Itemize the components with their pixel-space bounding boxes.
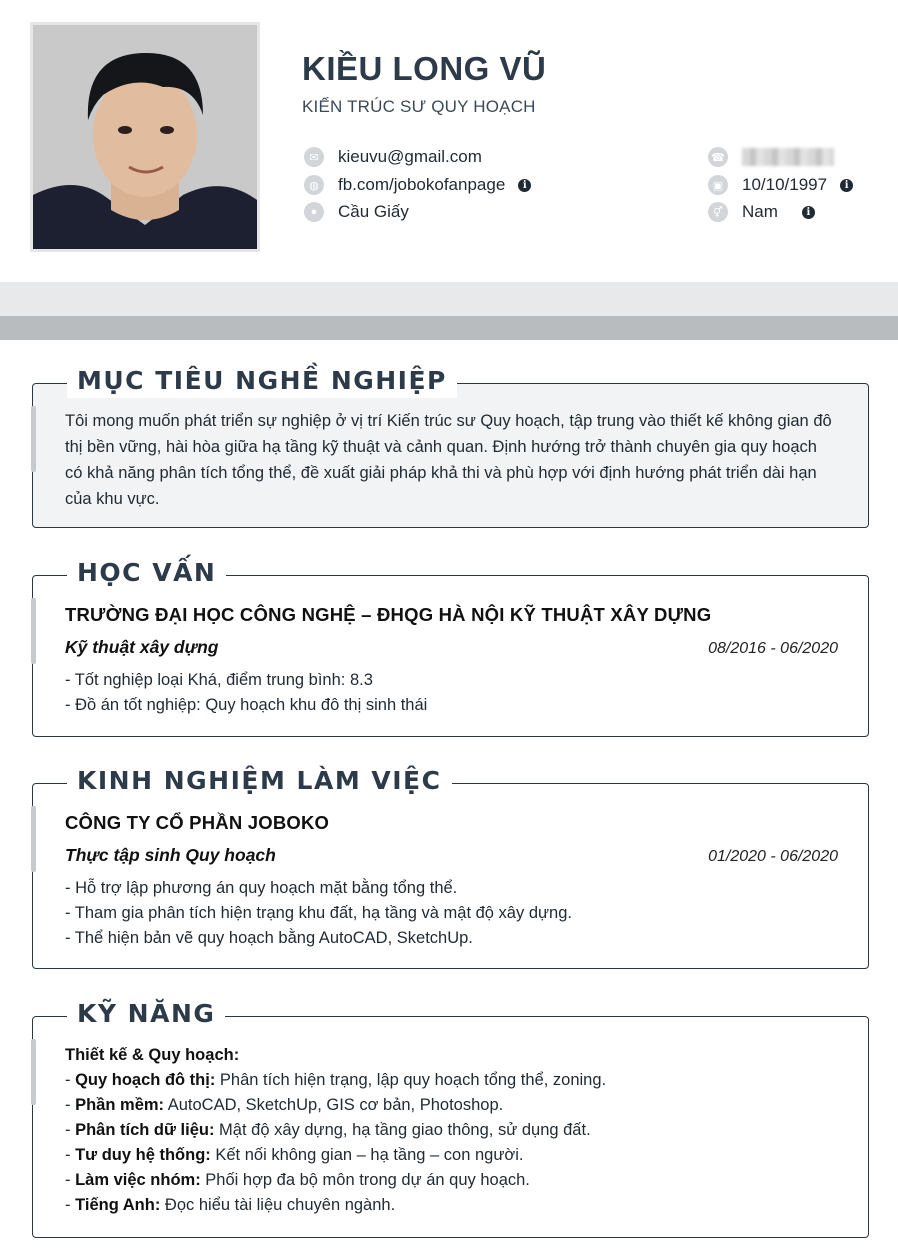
skill-label: Làm việc nhóm: [75, 1171, 201, 1189]
skill-item: - Tư duy hệ thống: Kết nối không gian – hạ tầng – con người. [65, 1146, 524, 1164]
gender-icon: ⚥ [708, 202, 728, 222]
phone-value-redacted [742, 148, 834, 166]
experience-section [32, 766, 869, 969]
globe-icon: ◍ [304, 175, 324, 195]
skill-label: Tư duy hệ thống: [75, 1146, 211, 1164]
skills-section [32, 999, 869, 1238]
section-title: KINH NGHIỆM LÀM VIỆC [67, 764, 452, 798]
location-value: Cầu Giấy [338, 202, 409, 221]
contact-location [304, 200, 409, 224]
skills-heading: Thiết kế & Quy hoạch: [65, 1046, 240, 1064]
school-name: TRƯỜNG ĐẠI HỌC CÔNG NGHỆ – ĐHQG HÀ NỘI KỸ THUẬT XÂY DỰNG [65, 604, 712, 625]
email-value: kieuvu@gmail.com [338, 147, 482, 166]
candidate-role: KIẾN TRÚC SƯ QUY HOẠCH [302, 97, 536, 116]
objective-section [32, 366, 869, 528]
skill-text: Phân tích hiện trạng, lập quy hoạch tổng thể, zoning. [215, 1071, 607, 1089]
cake-icon: ▣ [708, 175, 728, 195]
experience-period: 01/2020 - 06/2020 [708, 848, 838, 865]
education-detail: - Đồ án tốt nghiệp: Quy hoạch khu đô thị sinh thái [65, 696, 428, 714]
contact-website[interactable] [304, 173, 531, 197]
map-pin-icon: ● [304, 202, 324, 222]
experience-detail: - Thể hiện bản vẽ quy hoạch bằng AutoCAD, SketchUp. [65, 929, 473, 947]
section-accent-bar [31, 806, 36, 872]
info-icon[interactable]: i [840, 179, 853, 192]
skill-item: - Phân tích dữ liệu: Mật độ xây dựng, hạ tầng giao thông, sử dụng đất. [65, 1121, 591, 1139]
skill-label: Tiếng Anh: [75, 1196, 161, 1214]
skill-item: - Quy hoạch đô thị: Phân tích hiện trạng, lập quy hoạch tổng thể, zoning. [65, 1071, 607, 1089]
contact-email[interactable] [304, 145, 482, 169]
education-section [32, 558, 869, 737]
website-value: fb.com/jobokofanpage [338, 175, 506, 194]
candidate-name: KIỀU LONG VŨ [302, 50, 547, 87]
section-accent-bar [31, 1039, 36, 1105]
skill-text: Kết nối không gian – hạ tầng – con người. [210, 1146, 524, 1164]
info-icon[interactable]: i [802, 206, 815, 219]
contact-phone [708, 145, 834, 169]
section-accent-bar [31, 406, 36, 472]
skill-text: Đọc hiểu tài liệu chuyên ngành. [160, 1196, 396, 1214]
skill-item: - Tiếng Anh: Đọc hiểu tài liệu chuyên ngành. [65, 1196, 396, 1214]
phone-icon: ☎ [708, 147, 728, 167]
divider-band-light [0, 282, 898, 316]
section-title: MỤC TIÊU NGHỀ NGHIỆP [67, 364, 457, 398]
company-name: CÔNG TY CỔ PHẦN JOBOKO [65, 812, 330, 833]
education-period: 08/2016 - 06/2020 [708, 640, 838, 657]
section-accent-bar [31, 598, 36, 664]
skill-text: Phối hợp đa bộ môn trong dự án quy hoạch. [200, 1171, 530, 1189]
divider-band-dark [0, 316, 898, 340]
major: Kỹ thuật xây dựng [65, 637, 219, 657]
skill-item: - Phần mềm: AutoCAD, SketchUp, GIS cơ bản, Photoshop. [65, 1096, 504, 1114]
cv-header [0, 0, 898, 282]
section-title: KỸ NĂNG [67, 997, 225, 1031]
birthday-value: 10/10/1997 [742, 175, 828, 194]
gender-value: Nam [742, 202, 778, 221]
objective-text: Tôi mong muốn phát triển sự nghiệp ở vị trí Kiến trúc sư Quy hoạch, tập trung vào thiết kế không gian đô thị bền vững, hài hòa giữa hạ tầng kỹ thuật và cảnh quan. Định hướng trở thành chuyên gia quy hoạch có khả năng phân tích tổng thể, đề xuất giải pháp khả thi và phù hợp với định hướng phát triển dài hạn của khu vực. [65, 412, 832, 508]
skill-item: - Làm việc nhóm: Phối hợp đa bộ môn trong dự án quy hoạch. [65, 1171, 530, 1189]
contact-birthday [708, 173, 853, 197]
skill-text: AutoCAD, SketchUp, GIS cơ bản, Photoshop. [164, 1096, 504, 1114]
profile-photo [30, 22, 260, 252]
experience-detail: - Tham gia phân tích hiện trạng khu đất, hạ tầng và mật độ xây dựng. [65, 904, 572, 922]
skill-text: Mật độ xây dựng, hạ tầng giao thông, sử dụng đất. [214, 1121, 591, 1139]
skill-label: Phần mềm: [75, 1096, 165, 1114]
section-title: HỌC VẤN [67, 556, 226, 590]
skill-label: Phân tích dữ liệu: [75, 1121, 215, 1139]
position: Thực tập sinh Quy hoạch [65, 845, 276, 865]
info-icon[interactable]: i [518, 179, 531, 192]
skill-label: Quy hoạch đô thị: [75, 1071, 216, 1089]
mail-icon: ✉ [304, 147, 324, 167]
education-detail: - Tốt nghiệp loại Khá, điểm trung bình: 8.3 [65, 671, 373, 689]
experience-detail: - Hỗ trợ lập phương án quy hoạch mặt bằng tổng thể. [65, 879, 458, 897]
contact-gender [708, 200, 815, 224]
